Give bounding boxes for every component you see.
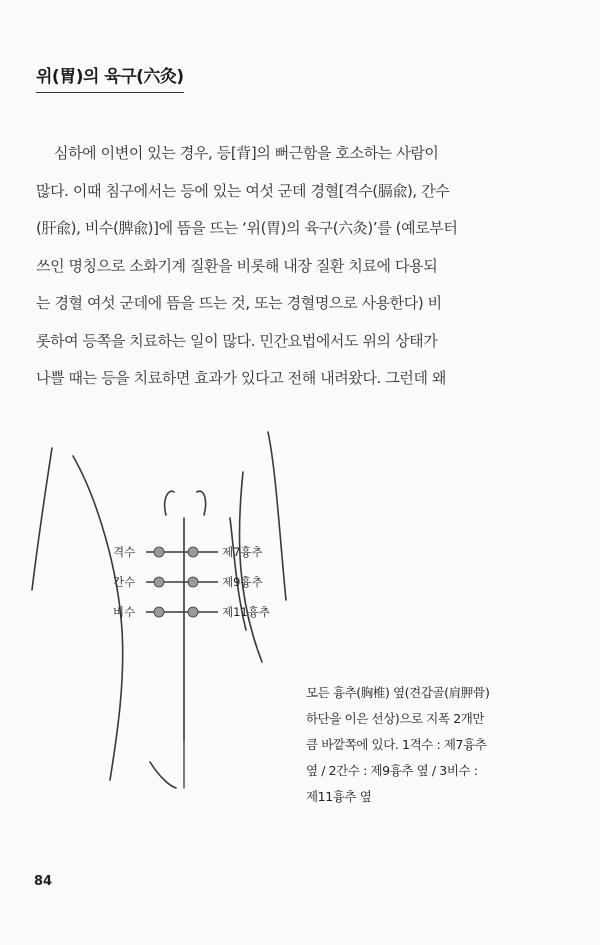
caption-line: 제11흉추 옆 bbox=[306, 789, 372, 804]
right-arm-outline bbox=[268, 432, 286, 600]
body-line: 쓰인 명칭으로 소화기계 질환을 비롯해 내장 질환 치료에 다용되 bbox=[36, 256, 438, 275]
caption-line: 큼 바깥쪽에 있다. 1격수 : 제7흉추 bbox=[306, 737, 487, 752]
vertebra-label: 제7흉추 bbox=[222, 545, 263, 559]
acupoint-name-label: 비수 bbox=[113, 605, 136, 619]
caption-line: 하단을 이은 선상)으로 지폭 2개만 bbox=[306, 711, 485, 726]
right-torso-outline bbox=[239, 472, 262, 662]
left-arm-outline bbox=[32, 448, 52, 590]
left-shoulder-blade bbox=[165, 491, 174, 515]
buttock-curve bbox=[150, 762, 176, 788]
section-title: 위(胃)의 육구(六灸) bbox=[36, 67, 184, 87]
body-line: 나쁠 때는 등을 치료하면 효과가 있다고 전해 내려왔다. 그런데 왜 bbox=[36, 369, 447, 387]
body-paragraph bbox=[36, 135, 560, 398]
acupoint-left bbox=[154, 547, 164, 557]
acupoint-name-label: 격수 bbox=[113, 545, 136, 559]
vertebra-label: 제9흉추 bbox=[222, 575, 263, 589]
page-number: 84 bbox=[34, 874, 53, 889]
acupoint-right bbox=[188, 607, 198, 617]
acupoint-right bbox=[188, 577, 198, 587]
body-line: (肝兪), 비수(脾兪)]에 뜸을 뜨는 ‘위(胃)의 육구(六灸)’를 (예로부터 bbox=[36, 219, 458, 237]
body-line: 심하에 이변이 있는 경우, 등[背]의 뻐근함을 호소하는 사람이 bbox=[54, 144, 439, 162]
title-underline bbox=[36, 92, 184, 93]
caption-line: 모든 흉추(胸椎) 옆(견갑골(肩胛骨) bbox=[306, 685, 490, 700]
vertebra-label: 제11흉추 bbox=[222, 605, 270, 619]
right-shoulder-blade bbox=[197, 491, 206, 515]
figure-caption bbox=[306, 680, 536, 810]
acupoint-name-label: 간수 bbox=[113, 575, 136, 589]
acupoint-left bbox=[154, 577, 164, 587]
body-line: 많다. 이때 침구에서는 등에 있는 여섯 군데 경혈[격수(膈兪), 간수 bbox=[36, 181, 450, 200]
acupoint-right bbox=[188, 547, 198, 557]
body-line: 롯하여 등쪽을 치료하는 일이 많다. 민간요법에서도 위의 상태가 bbox=[36, 331, 438, 350]
body-line: 는 경혈 여섯 군데에 뜸을 뜨는 것, 또는 경혈명으로 사용한다) 비 bbox=[36, 294, 442, 312]
acupoint-left bbox=[154, 607, 164, 617]
caption-line: 옆 / 2간수 : 제9흉추 옆 / 3비수 : bbox=[306, 763, 478, 778]
